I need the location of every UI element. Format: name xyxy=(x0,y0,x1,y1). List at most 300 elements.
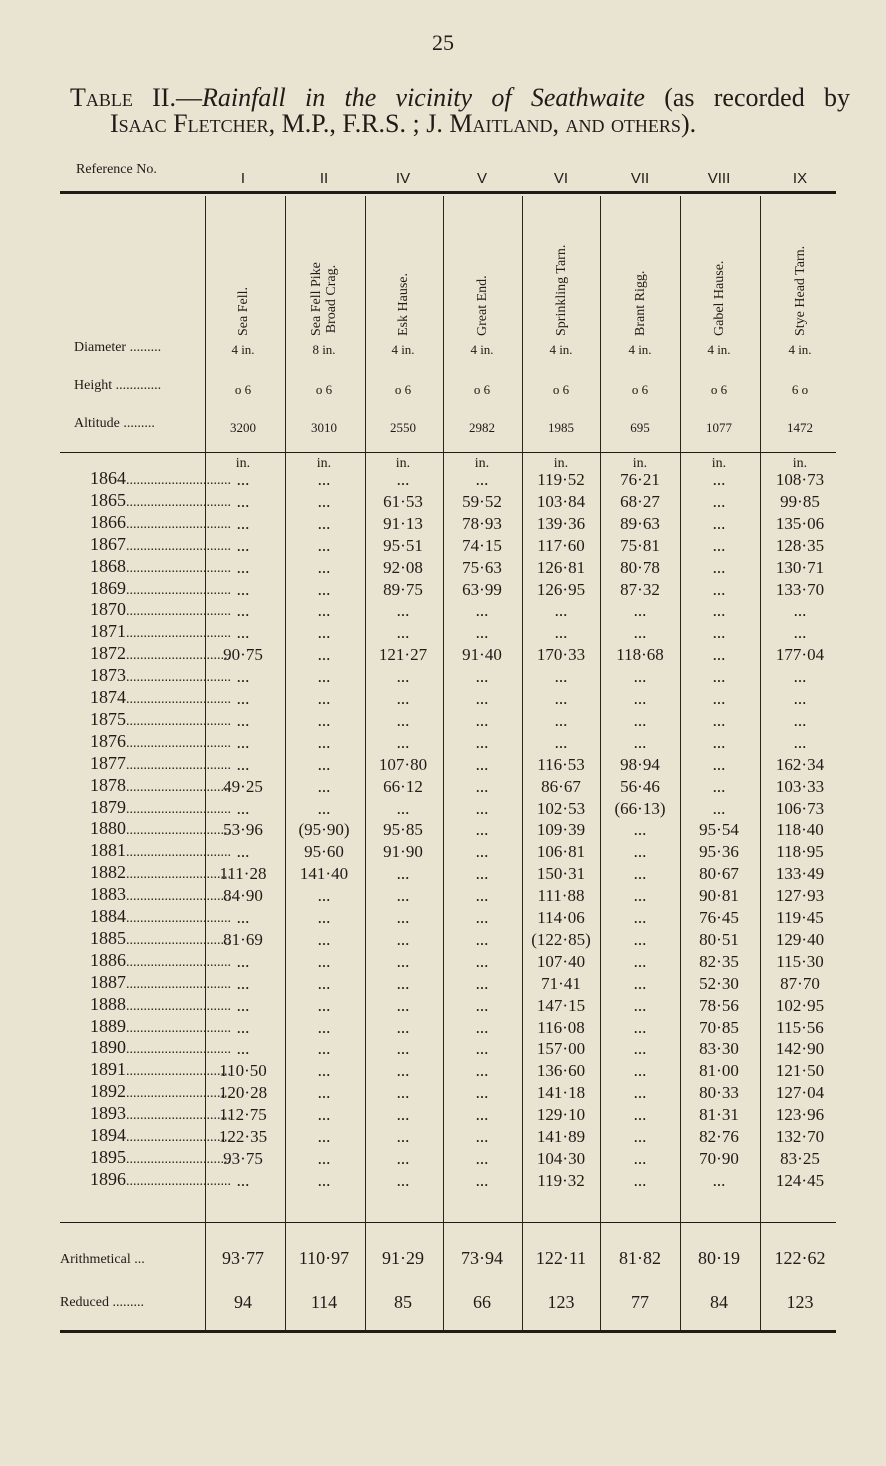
diameter-value: 4 in. xyxy=(470,342,494,357)
rainfall-cell: 83·25 xyxy=(780,1148,820,1168)
rainfall-cell: ... xyxy=(475,973,489,993)
rainfall-cell: ... xyxy=(396,1017,410,1037)
rainfall-cell: ... xyxy=(712,491,726,511)
rainfall-cell: ... xyxy=(396,886,410,906)
rainfall-cell: 111·28 xyxy=(219,864,267,884)
year-value: 1864 xyxy=(90,468,126,488)
rainfall-cell: ... xyxy=(236,995,250,1015)
year-label xyxy=(90,906,231,927)
rainfall-cell: ... xyxy=(396,908,410,927)
altitude-value: 3010 xyxy=(311,420,337,435)
year-value: 1892 xyxy=(90,1081,126,1102)
rainfall-cell: 89·63 xyxy=(620,513,660,533)
rainfall-cell: 120·28 xyxy=(218,1083,268,1103)
rainfall-cell: ... xyxy=(475,1083,489,1103)
rainfall-cell: ... xyxy=(317,1105,331,1125)
page-number: 25 xyxy=(432,30,454,55)
column-divider xyxy=(760,196,761,1330)
year-value: 1883 xyxy=(90,884,126,905)
rainfall-cell: ... xyxy=(317,1148,331,1168)
year-value: 1878 xyxy=(90,774,126,795)
reference-number: I xyxy=(240,170,246,187)
diameter-value: 4 in. xyxy=(707,342,731,357)
rainfall-cell: ... xyxy=(712,667,726,687)
rainfall-cell: ... xyxy=(475,864,489,884)
rainfall-cell: ... xyxy=(317,513,331,533)
year-label xyxy=(90,665,231,686)
year-value: 1874 xyxy=(90,687,126,707)
rainfall-cell: ... xyxy=(475,1039,489,1059)
rainfall-cell: ... xyxy=(236,579,250,599)
year-leader-dots: .............................. xyxy=(126,713,231,729)
reference-number: VI xyxy=(553,170,569,187)
year-value: 1881 xyxy=(90,840,126,861)
rainfall-cell: ... xyxy=(236,1017,250,1037)
rainfall-cell: 91·40 xyxy=(462,645,502,665)
rainfall-cell: 116·08 xyxy=(537,1017,585,1037)
rainfall-cell: ... xyxy=(475,1105,489,1125)
rainfall-cell: ... xyxy=(475,929,489,949)
year-label xyxy=(90,599,231,620)
altitude-label: Altitude ......... xyxy=(74,416,155,431)
rainfall-cell: 162·34 xyxy=(775,754,825,774)
year-label xyxy=(90,533,231,555)
rainfall-cell: 126·81 xyxy=(536,557,586,577)
rainfall-cell: 118·68 xyxy=(616,645,664,665)
rainfall-cell: 135·06 xyxy=(775,513,825,533)
rainfall-cell: 99·85 xyxy=(780,491,820,511)
year-label xyxy=(90,884,231,905)
rainfall-cell: 92·08 xyxy=(383,557,423,577)
rainfall-cell: ... xyxy=(236,689,250,708)
rainfall-cell: ... xyxy=(317,973,331,993)
rainfall-cell: ... xyxy=(317,1039,331,1059)
rainfall-cell: ... xyxy=(317,1083,331,1103)
reduced-value: 77 xyxy=(631,1292,649,1312)
rainfall-cell: 129·10 xyxy=(536,1105,586,1125)
year-leader-dots: .............................. xyxy=(126,735,231,751)
rainfall-cell: 103·33 xyxy=(775,776,825,796)
year-label xyxy=(90,949,231,971)
rainfall-cell: ... xyxy=(712,689,726,708)
year-value: 1870 xyxy=(90,599,126,620)
rainfall-cell: ... xyxy=(793,689,807,708)
rainfall-cell: ... xyxy=(633,951,647,971)
rainfall-cell: 136·60 xyxy=(536,1061,586,1081)
year-label xyxy=(90,1146,231,1168)
station-name: Gabel Hause. xyxy=(711,260,727,336)
rainfall-cell: ... xyxy=(236,842,250,862)
year-leader-dots: .............................. xyxy=(126,626,231,642)
unit-label: in. xyxy=(792,456,808,471)
year-leader-dots: .............................. xyxy=(126,560,231,576)
reference-number: VIII xyxy=(707,170,731,187)
year-label xyxy=(90,1037,231,1058)
height-value: o 6 xyxy=(710,382,728,397)
rainfall-cell: ... xyxy=(236,623,250,643)
rainfall-cell: 75·63 xyxy=(462,557,502,577)
arithmetical-value: 81·82 xyxy=(619,1248,661,1268)
rainfall-cell: ... xyxy=(475,886,489,906)
rainfall-cell: 141·18 xyxy=(536,1083,586,1103)
rainfall-cell: 87·70 xyxy=(780,973,820,993)
rainfall-cell: 91·13 xyxy=(383,513,423,533)
table-title xyxy=(70,85,850,137)
rainfall-cell: ... xyxy=(236,601,250,621)
diameter-value: 4 in. xyxy=(549,342,573,357)
rainfall-cell: 102·53 xyxy=(536,798,586,818)
rainfall-cell: ... xyxy=(475,798,489,818)
year-label xyxy=(90,774,231,796)
rainfall-cell: ... xyxy=(317,1061,331,1081)
rainfall-cell: ... xyxy=(236,754,250,774)
rainfall-cell: 129·40 xyxy=(775,929,825,949)
rainfall-cell: 119·32 xyxy=(537,1170,585,1190)
rainfall-cell: 102·95 xyxy=(775,995,825,1015)
rainfall-cell: ... xyxy=(317,776,331,796)
rainfall-cell: ... xyxy=(317,1170,331,1190)
year-value: 1887 xyxy=(90,971,126,992)
reduced-value: 123 xyxy=(547,1292,575,1312)
rainfall-cell: (66·13) xyxy=(614,798,666,818)
unit-label: in. xyxy=(711,456,727,471)
reduced-value: 66 xyxy=(473,1292,491,1312)
year-value: 1868 xyxy=(90,555,126,576)
rainfall-cell: 118·95 xyxy=(776,842,824,862)
rainfall-cell: ... xyxy=(633,886,647,906)
height-value: o 6 xyxy=(473,382,491,397)
rainfall-cell: ... xyxy=(712,710,726,730)
rainfall-cell: ... xyxy=(793,601,807,621)
reference-number: V xyxy=(476,170,487,187)
rainfall-cell: ... xyxy=(236,491,250,511)
rainfall-cell: (95·90) xyxy=(298,820,350,840)
rainfall-cell: ... xyxy=(396,995,410,1015)
rainfall-cell: ... xyxy=(317,645,331,665)
arithmetical-value: 122·62 xyxy=(774,1248,826,1268)
year-value: 1882 xyxy=(90,862,126,883)
rainfall-cell: ... xyxy=(633,689,647,708)
bottom-rule xyxy=(60,1330,836,1333)
rainfall-cell: 118·40 xyxy=(776,820,824,840)
rainfall-cell: ... xyxy=(554,601,568,621)
rainfall-cell: ... xyxy=(396,1039,410,1059)
rainfall-cell: ... xyxy=(554,667,568,687)
rainfall-cell: ... xyxy=(396,1083,410,1103)
rainfall-cell: ... xyxy=(396,667,410,687)
rainfall-cell: 122·35 xyxy=(218,1127,268,1146)
year-label xyxy=(90,927,231,949)
rainfall-cell: ... xyxy=(793,710,807,730)
station-name: Sea Fell. xyxy=(235,287,251,336)
rainfall-cell: 147·15 xyxy=(536,995,586,1015)
rainfall-cell: ... xyxy=(317,798,331,818)
rainfall-cell: 104·30 xyxy=(536,1148,586,1168)
rainfall-cell: ... xyxy=(396,929,410,949)
year-leader-dots: .............................. xyxy=(126,692,231,707)
rainfall-cell: 110·50 xyxy=(219,1061,267,1081)
rainfall-cell: 78·56 xyxy=(699,995,739,1015)
rainfall-cell: ... xyxy=(396,951,410,971)
rainfall-cell: 142·90 xyxy=(775,1039,825,1059)
station-name: Stye Head Tarn. xyxy=(792,245,808,336)
column-divider xyxy=(600,196,601,1330)
year-value: 1884 xyxy=(90,906,126,926)
rainfall-cell: ... xyxy=(475,689,489,708)
rainfall-cell: 59·52 xyxy=(462,491,502,511)
rainfall-cell: 103·84 xyxy=(536,491,586,511)
rainfall-cell: 68·27 xyxy=(620,491,660,511)
year-label xyxy=(90,1015,231,1037)
year-leader-dots: .............................. xyxy=(126,889,231,905)
unit-label: in. xyxy=(235,456,251,471)
rainfall-cell: ... xyxy=(475,1148,489,1168)
rainfall-cell: 52·30 xyxy=(699,973,739,993)
rainfall-cell: ... xyxy=(475,601,489,621)
unit-label: in. xyxy=(316,456,332,471)
reference-label: Reference No. xyxy=(76,162,157,177)
rainfall-cell: ... xyxy=(317,1127,331,1146)
station-name: Great End. xyxy=(474,275,490,336)
year-label xyxy=(90,555,231,577)
rainfall-cell: ... xyxy=(317,1017,331,1037)
rainfall-cell: ... xyxy=(712,732,726,752)
rainfall-cell: 90·75 xyxy=(223,645,263,665)
altitude-value: 1077 xyxy=(706,420,732,435)
unit-label: in. xyxy=(474,456,490,471)
rainfall-cell: ... xyxy=(633,842,647,862)
rainfall-cell: ... xyxy=(396,864,410,884)
rainfall-cell: 98·94 xyxy=(620,754,660,774)
rainfall-cell: ... xyxy=(554,689,568,708)
rainfall-cell: ... xyxy=(712,776,726,796)
rainfall-cell: ... xyxy=(317,732,331,752)
year-leader-dots: .............................. xyxy=(126,1151,231,1167)
rainfall-cell: 170·33 xyxy=(536,645,586,665)
unit-label: in. xyxy=(553,456,569,471)
rainfall-cell: ... xyxy=(633,1039,647,1059)
diameter-value: 8 in. xyxy=(312,342,336,357)
year-label xyxy=(90,971,231,993)
title-italic: Rainfall in the vicinity of Seathwaite xyxy=(201,83,645,112)
rainfall-cell: 132·70 xyxy=(775,1127,825,1146)
arithmetical-value: 91·29 xyxy=(382,1248,424,1268)
rainfall-cell: 86·67 xyxy=(541,776,581,796)
rainfall-cell: 91·90 xyxy=(383,842,423,862)
rainfall-cell: ... xyxy=(396,1127,410,1146)
rainfall-cell: 177·04 xyxy=(775,645,825,665)
year-leader-dots: .............................. xyxy=(126,1064,231,1080)
rainfall-cell: ... xyxy=(317,995,331,1015)
rainfall-cell: 95·51 xyxy=(383,535,423,555)
footer-rule xyxy=(60,1222,836,1223)
rainfall-cell: 141·89 xyxy=(536,1127,586,1146)
altitude-value: 2982 xyxy=(469,420,495,435)
year-label xyxy=(90,1125,231,1146)
rainfall-cell: ... xyxy=(633,820,647,840)
rainfall-cell: ... xyxy=(712,798,726,818)
rainfall-cell: 63·99 xyxy=(462,579,502,599)
altitude-value: 695 xyxy=(630,420,650,435)
rainfall-cell: 82·35 xyxy=(699,951,739,971)
year-value: 1869 xyxy=(90,577,126,598)
rainfall-cell: 157·00 xyxy=(536,1039,586,1059)
rainfall-cell: ... xyxy=(475,1170,489,1190)
rainfall-cell: ... xyxy=(317,667,331,687)
arithmetical-label: Arithmetical ... xyxy=(60,1252,145,1267)
title-line1-end: (as recorded by xyxy=(644,83,850,112)
top-rule xyxy=(60,191,836,194)
rainfall-cell: ... xyxy=(793,623,807,643)
rainfall-cell: ... xyxy=(317,579,331,599)
year-leader-dots: .............................. xyxy=(126,473,231,488)
rainfall-cell: 141·40 xyxy=(299,864,349,884)
rainfall-cell: 116·53 xyxy=(537,754,585,774)
arithmetical-value: 122·11 xyxy=(535,1248,587,1268)
rainfall-cell: ... xyxy=(236,732,250,752)
rainfall-cell: ... xyxy=(633,864,647,884)
rainfall-cell: ... xyxy=(633,732,647,752)
rainfall-cell: ... xyxy=(633,973,647,993)
rainfall-cell: 87·32 xyxy=(620,579,660,599)
rainfall-cell: 121·27 xyxy=(378,645,428,665)
rainfall-cell: ... xyxy=(633,1105,647,1125)
rainfall-cell: ... xyxy=(712,535,726,555)
rainfall-cell: 124·45 xyxy=(775,1170,825,1190)
rainfall-cell: 109·39 xyxy=(536,820,586,840)
rainfall-cell: ... xyxy=(317,754,331,774)
rainfall-cell: 117·60 xyxy=(537,535,585,555)
rainfall-cell: 126·95 xyxy=(536,579,586,599)
rainfall-cell: ... xyxy=(554,710,568,730)
rainfall-cell: 90·81 xyxy=(699,886,739,906)
rainfall-cell: ... xyxy=(236,798,250,818)
rainfall-cell: 76·21 xyxy=(620,470,660,489)
rainfall-cell: ... xyxy=(475,776,489,796)
rainfall-cell: ... xyxy=(396,973,410,993)
rainfall-cell: ... xyxy=(475,995,489,1015)
diameter-value: 4 in. xyxy=(628,342,652,357)
rainfall-cell: 95·60 xyxy=(304,842,344,862)
rainfall-cell: ... xyxy=(396,732,410,752)
rainfall-cell: ... xyxy=(236,667,250,687)
rainfall-cell: 121·50 xyxy=(775,1061,825,1081)
rainfall-cell: 107·40 xyxy=(536,951,586,971)
rainfall-cell: ... xyxy=(633,1083,647,1103)
year-value: 1896 xyxy=(90,1168,126,1189)
rainfall-cell: ... xyxy=(236,470,250,489)
rainfall-cell: ... xyxy=(633,623,647,643)
rainfall-cell: ... xyxy=(396,623,410,643)
year-value: 1885 xyxy=(90,927,126,948)
rainfall-cell: ... xyxy=(633,1061,647,1081)
altitude-value: 1472 xyxy=(787,420,813,435)
year-label xyxy=(90,818,231,839)
year-leader-dots: .............................. xyxy=(126,932,231,948)
reference-number: II xyxy=(319,170,329,187)
rainfall-cell: 66·12 xyxy=(383,776,423,796)
rainfall-cell: 108·73 xyxy=(775,470,825,489)
year-leader-dots: .............................. xyxy=(126,1130,231,1145)
year-leader-dots: .............................. xyxy=(126,954,231,970)
rainfall-cell: 71·41 xyxy=(541,973,581,993)
rainfall-cell: 127·93 xyxy=(775,886,825,906)
height-value: o 6 xyxy=(552,382,570,397)
year-value: 1875 xyxy=(90,708,126,729)
diameter-value: 4 in. xyxy=(788,342,812,357)
rainfall-cell: ... xyxy=(475,1017,489,1037)
rainfall-cell: ... xyxy=(633,1170,647,1190)
reference-number: IX xyxy=(792,170,808,187)
year-value: 1876 xyxy=(90,730,126,751)
rainfall-cell: 93·75 xyxy=(223,1148,263,1168)
year-label xyxy=(90,1059,231,1080)
year-leader-dots: .............................. xyxy=(126,1042,231,1058)
rainfall-cell: ... xyxy=(633,1148,647,1168)
rainfall-cell: 139·36 xyxy=(536,513,586,533)
rainfall-cell: 106·73 xyxy=(775,798,825,818)
altitude-value: 1985 xyxy=(548,420,574,435)
height-value: 6 o xyxy=(791,382,809,397)
diameter-label: Diameter ......... xyxy=(74,340,162,355)
reference-number: VII xyxy=(630,170,650,187)
year-leader-dots: .............................. xyxy=(126,582,231,598)
rainfall-cell: 123·96 xyxy=(775,1105,825,1125)
rainfall-cell: ... xyxy=(236,1039,250,1059)
rainfall-cell: ... xyxy=(317,929,331,949)
reduced-value: 94 xyxy=(234,1292,252,1312)
title-line-1 xyxy=(70,85,850,111)
year-value: 1893 xyxy=(90,1103,126,1124)
year-value: 1873 xyxy=(90,665,126,686)
year-label xyxy=(90,577,231,599)
arithmetical-value: 93·77 xyxy=(222,1248,264,1268)
rainfall-cell: ... xyxy=(317,491,331,511)
title-prefix: Table II.— xyxy=(70,83,202,112)
year-leader-dots: .............................. xyxy=(126,648,231,664)
rainfall-cell: ... xyxy=(475,667,489,687)
rainfall-cell: ... xyxy=(317,601,331,621)
rainfall-cell: ... xyxy=(317,886,331,906)
rainfall-cell: 81·31 xyxy=(699,1105,739,1125)
rainfall-cell: 128·35 xyxy=(775,535,825,555)
rainfall-cell: ... xyxy=(712,513,726,533)
year-leader-dots: .............................. xyxy=(126,538,231,554)
year-label xyxy=(90,643,231,664)
rainfall-cell: (122·85) xyxy=(531,929,591,949)
rainfall-cell: 107·80 xyxy=(378,754,428,774)
arithmetical-value: 110·97 xyxy=(298,1248,350,1268)
rainfall-cell: 80·67 xyxy=(699,864,739,884)
rainfall-cell: ... xyxy=(236,951,250,971)
year-label xyxy=(90,511,231,533)
rainfall-cell: ... xyxy=(633,667,647,687)
rainfall-cell: ... xyxy=(475,1061,489,1081)
rainfall-cell: ... xyxy=(475,754,489,774)
reduced-value: 85 xyxy=(394,1292,412,1312)
year-label xyxy=(90,687,231,708)
year-label xyxy=(90,993,231,1015)
rainfall-cell: ... xyxy=(793,732,807,752)
year-leader-dots: .............................. xyxy=(126,1108,231,1124)
rainfall-cell: 49·25 xyxy=(223,776,263,796)
year-leader-dots: .............................. xyxy=(126,1173,231,1189)
rainfall-cell: 115·56 xyxy=(776,1017,824,1037)
rainfall-cell: ... xyxy=(554,623,568,643)
rainfall-cell: ... xyxy=(712,470,726,489)
rainfall-cell: ... xyxy=(633,908,647,927)
rainfall-cell: ... xyxy=(475,623,489,643)
